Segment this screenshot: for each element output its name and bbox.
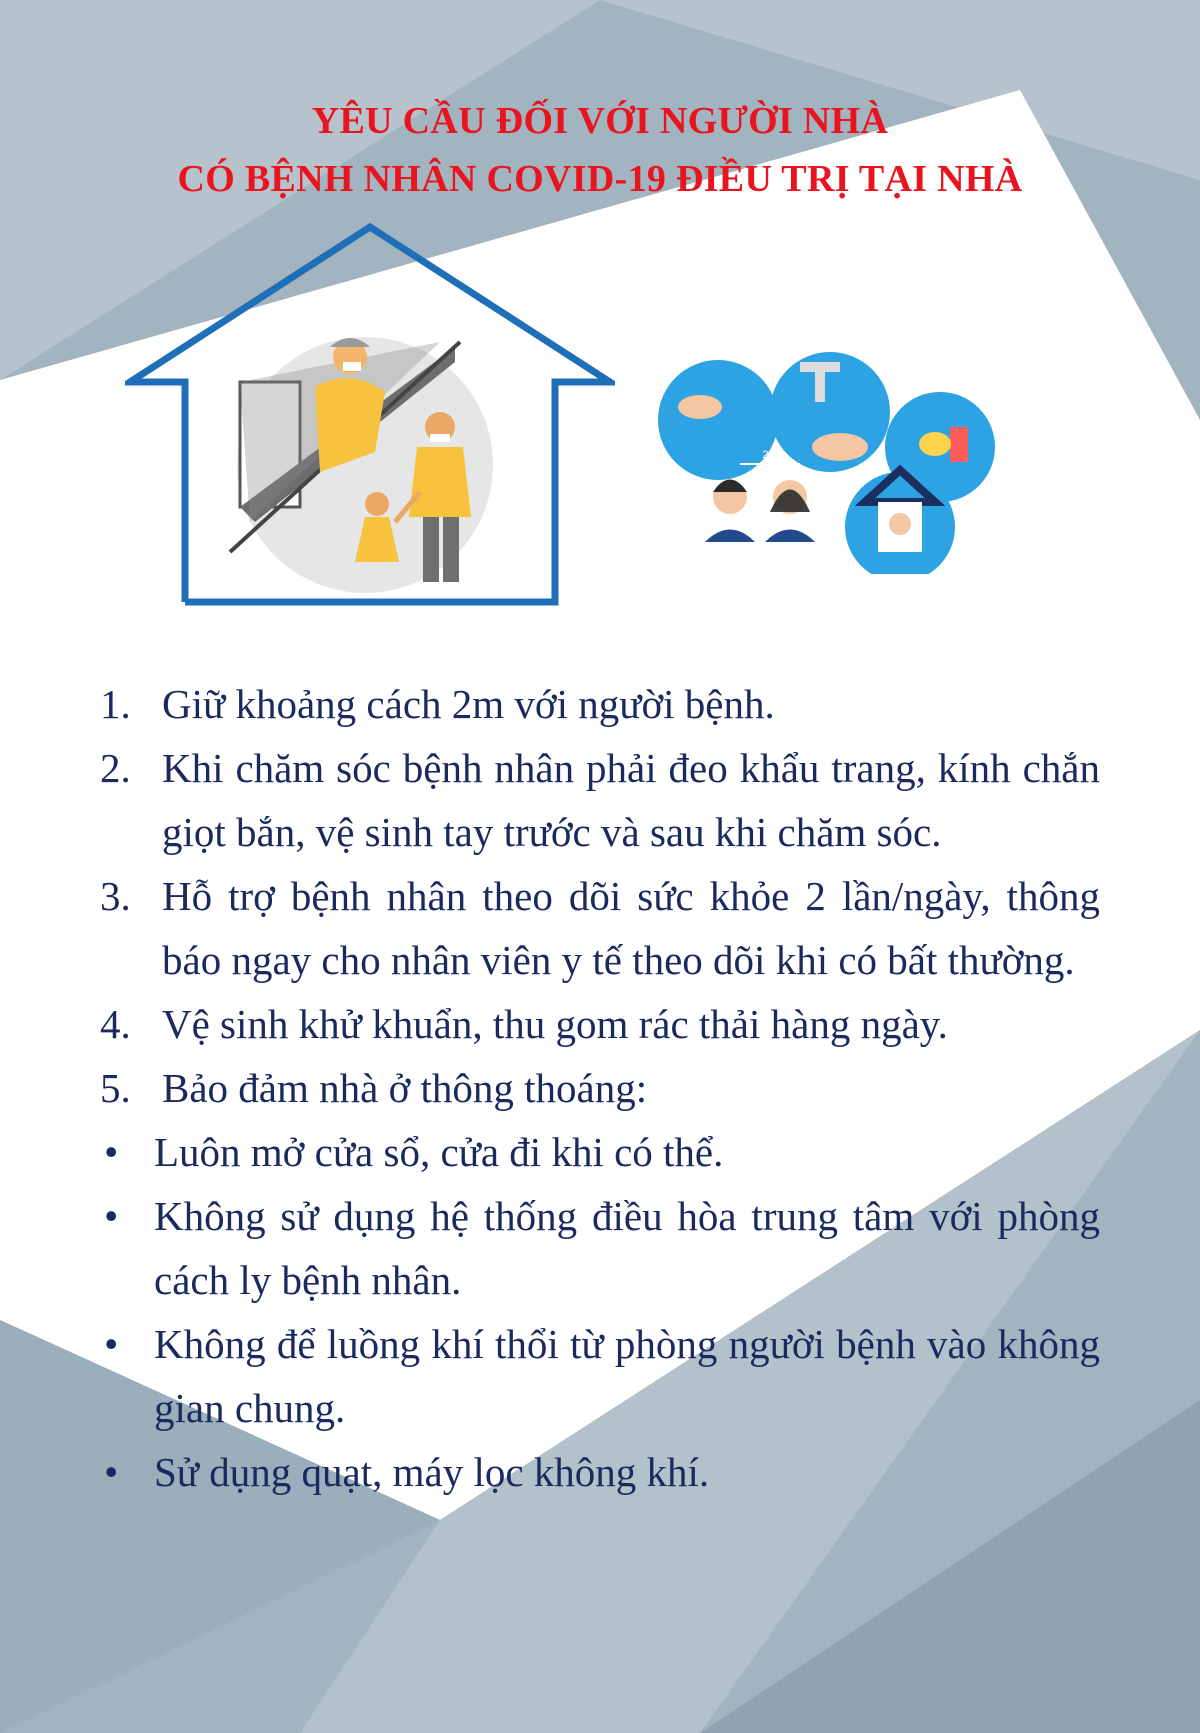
step-text: Khi chăm sóc bệnh nhân phải đeo khẩu trang, kính chắn giọt bắn, vệ sinh tay trước và sau khi chăm sóc. (162, 745, 1100, 855)
step-number: 3. (100, 873, 131, 919)
poster-title (0, 92, 1200, 208)
list-item (100, 864, 1100, 992)
step-text: Giữ khoảng cách 2m với người bệnh. (162, 681, 775, 727)
step-number: 2. (100, 745, 131, 791)
step-number: 5. (100, 1065, 131, 1111)
title-line-1: YÊU CẦU ĐỐI VỚI NGƯỜI NHÀ (311, 100, 889, 142)
instructions (100, 672, 1100, 1504)
list-item (100, 1120, 1100, 1184)
step-text: Vệ sinh khử khuẩn, thu gom rác thải hàng ngày. (162, 1001, 948, 1047)
bullet-marker: • (104, 1321, 119, 1367)
title-line-2: CÓ BỆNH NHÂN COVID-19 ĐIỀU TRỊ TẠI NHÀ (177, 158, 1023, 200)
bullet-text: Sử dụng quạt, máy lọc không khí. (154, 1449, 710, 1495)
bullet-marker: • (104, 1129, 119, 1175)
distance-label: 2m (762, 449, 778, 461)
bullet-text: Luôn mở cửa sổ, cửa đi khi có thể. (154, 1129, 724, 1175)
steps-list (100, 672, 1100, 1504)
list-item (100, 1056, 1100, 1120)
step-text: Hỗ trợ bệnh nhân theo dõi sức khỏe 2 lần/ngày, thông báo ngay cho nhân viên y tế theo dõi khi có bất thường. (162, 873, 1100, 983)
bullet-marker: • (104, 1193, 119, 1239)
list-item (100, 672, 1100, 736)
list-item (100, 1440, 1100, 1504)
prevention-measures-illustration (650, 352, 1020, 574)
list-item (100, 1184, 1100, 1312)
list-item (100, 736, 1100, 864)
house-isolation-illustration (125, 222, 615, 607)
step-number: 1. (100, 681, 131, 727)
list-item (100, 1312, 1100, 1440)
list-item (100, 992, 1100, 1056)
bullet-text: Không sử dụng hệ thống điều hòa trung tâm với phòng cách ly bệnh nhân. (154, 1193, 1100, 1303)
step-number: 4. (100, 1001, 131, 1047)
bullet-text: Không để luồng khí thổi từ phòng người bệnh vào không gian chung. (154, 1321, 1100, 1431)
bullet-marker: • (104, 1449, 119, 1495)
step-text: Bảo đảm nhà ở thông thoáng: (162, 1065, 648, 1111)
